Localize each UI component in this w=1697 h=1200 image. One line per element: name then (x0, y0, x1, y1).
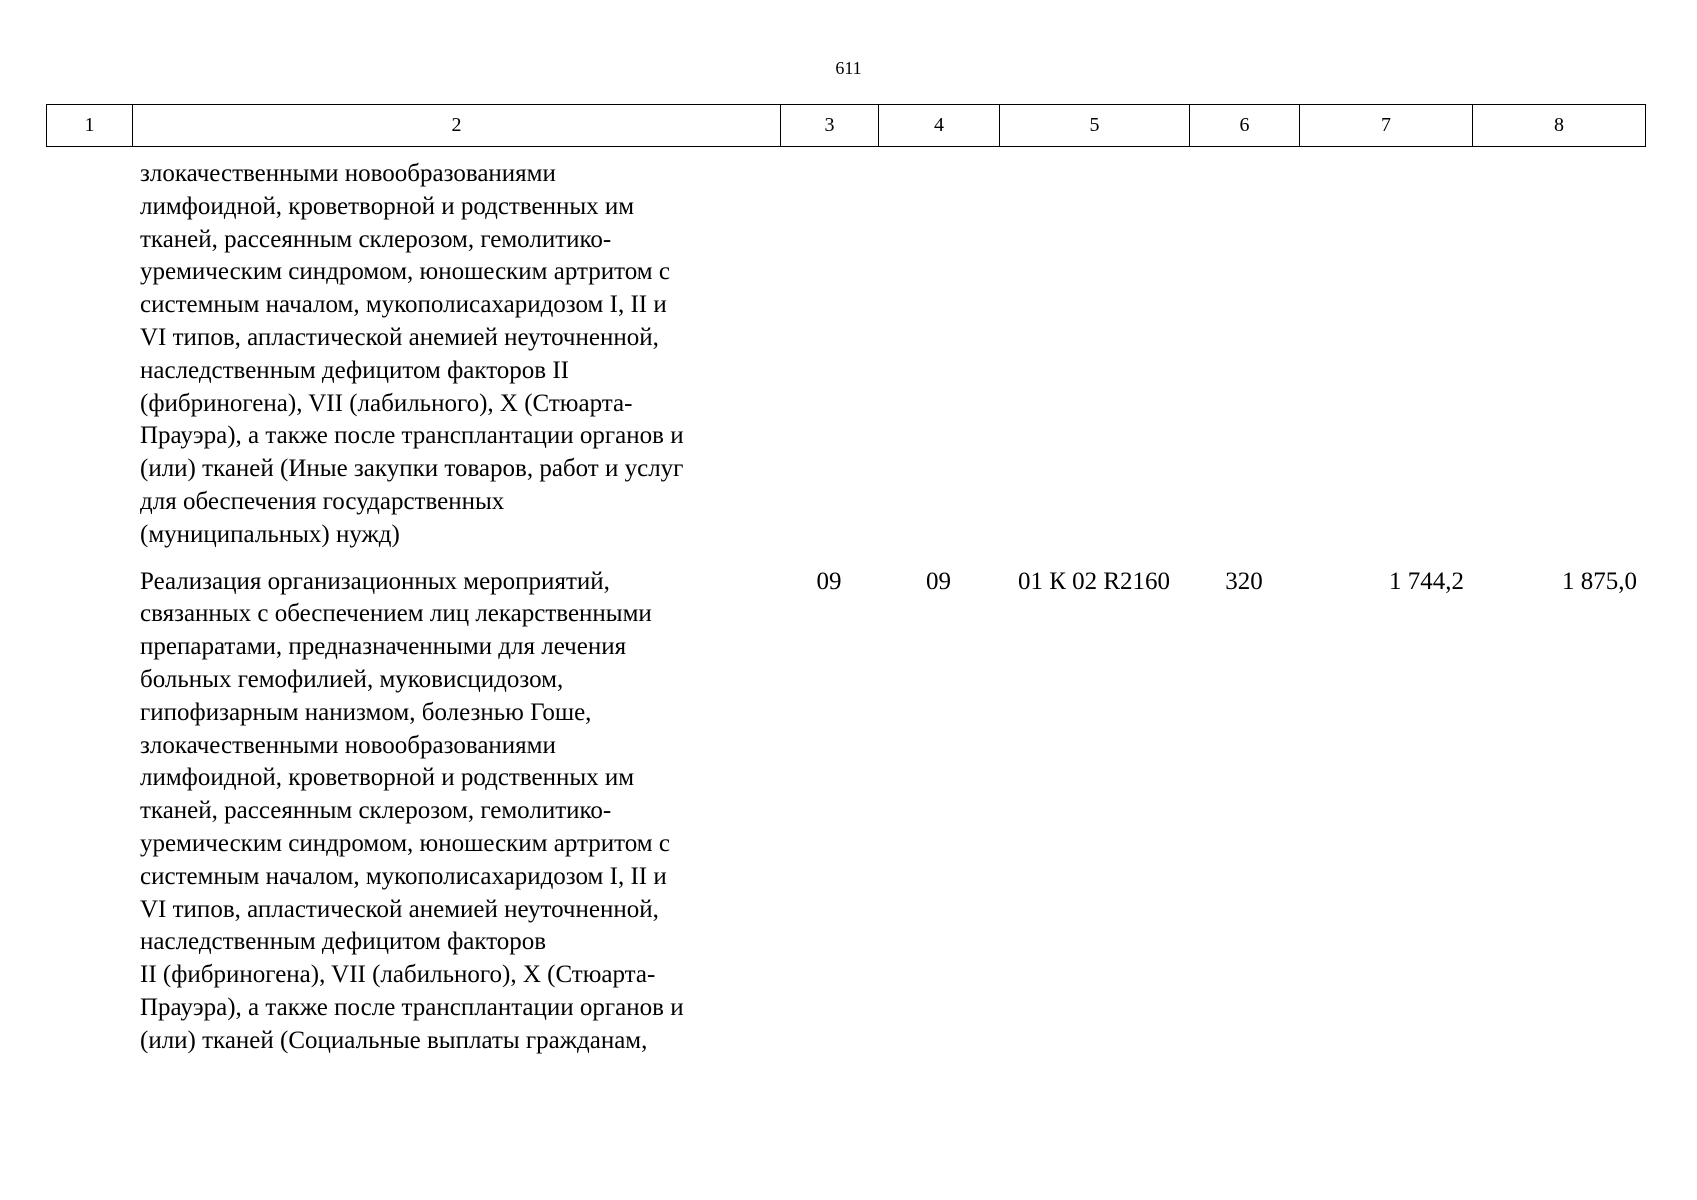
header-cell-2: 2 (133, 105, 781, 147)
row-pr: 09 (926, 567, 951, 595)
header-row (47, 105, 1646, 147)
table-body (46, 158, 1645, 1058)
table-row (46, 158, 1645, 552)
header-cell-8: 8 (1473, 105, 1646, 147)
header-cell-5: 5 (1000, 105, 1190, 147)
row-sum-1 (1299, 158, 1472, 552)
row-rz (780, 158, 878, 552)
page-number: 611 (835, 58, 862, 78)
row-sum-1: 1 744,2 (1389, 567, 1464, 595)
row-pr (878, 158, 999, 552)
row-csr (999, 158, 1189, 552)
header-cell-7: 7 (1300, 105, 1473, 147)
header-cell-1: 1 (47, 105, 133, 147)
header-cell-4: 4 (879, 105, 1000, 147)
row-sum-2: 1 875,0 (1562, 567, 1637, 595)
row-csr: 01 К 02 R2160 (1017, 567, 1171, 595)
row-description: Реализация организационных мероприятий, связанных с обеспечением лиц лекарственными препаратами, предназначенными для лечения больных гемофилией, муковисцидозом, гипофизарным нанизмом, болезнью Гоше, злокачественными новообразованиями лимфоидной, кроветворной и родственных им тканей, рассеянным склерозом, гемолитико- уремическим синдромом, юношеским артритом с системным началом, мукополисахаридозом I, II и VI типов, апластической анемией неуточненной, наследственным дефицитом факторов II (фибриногена), VII (лабильного), X (Стюарта- Прауэра), а также после трансплантации органов и (или) тканей (Социальные выплаты гражданам, (140, 567, 684, 1054)
row-rz: 09 (816, 567, 842, 595)
column-number-header (46, 104, 1646, 147)
table-row (46, 566, 1645, 1058)
header-cell-3: 3 (781, 105, 879, 147)
row-sum-2 (1472, 158, 1645, 552)
row-vr: 320 (1225, 567, 1263, 595)
row-vr (1189, 158, 1299, 552)
row-description: злокачественными новообразованиями лимфоидной, кроветворной и родственных им тканей, рассеянным склерозом, гемолитико- уремическим синдромом, юношеским артритом с системным началом, мукополисахаридозом I, II и VI типов, апластической анемией неуточненной, наследственным дефицитом факторов II (фибриногена), VII (лабильного), X (Стюарта- Прауэра), а также после трансплантации органов и (или) тканей (Иные закупки товаров, работ и услуг для обеспечения государственных (муниципальных) нужд) (140, 160, 684, 548)
header-cell-6: 6 (1190, 105, 1300, 147)
